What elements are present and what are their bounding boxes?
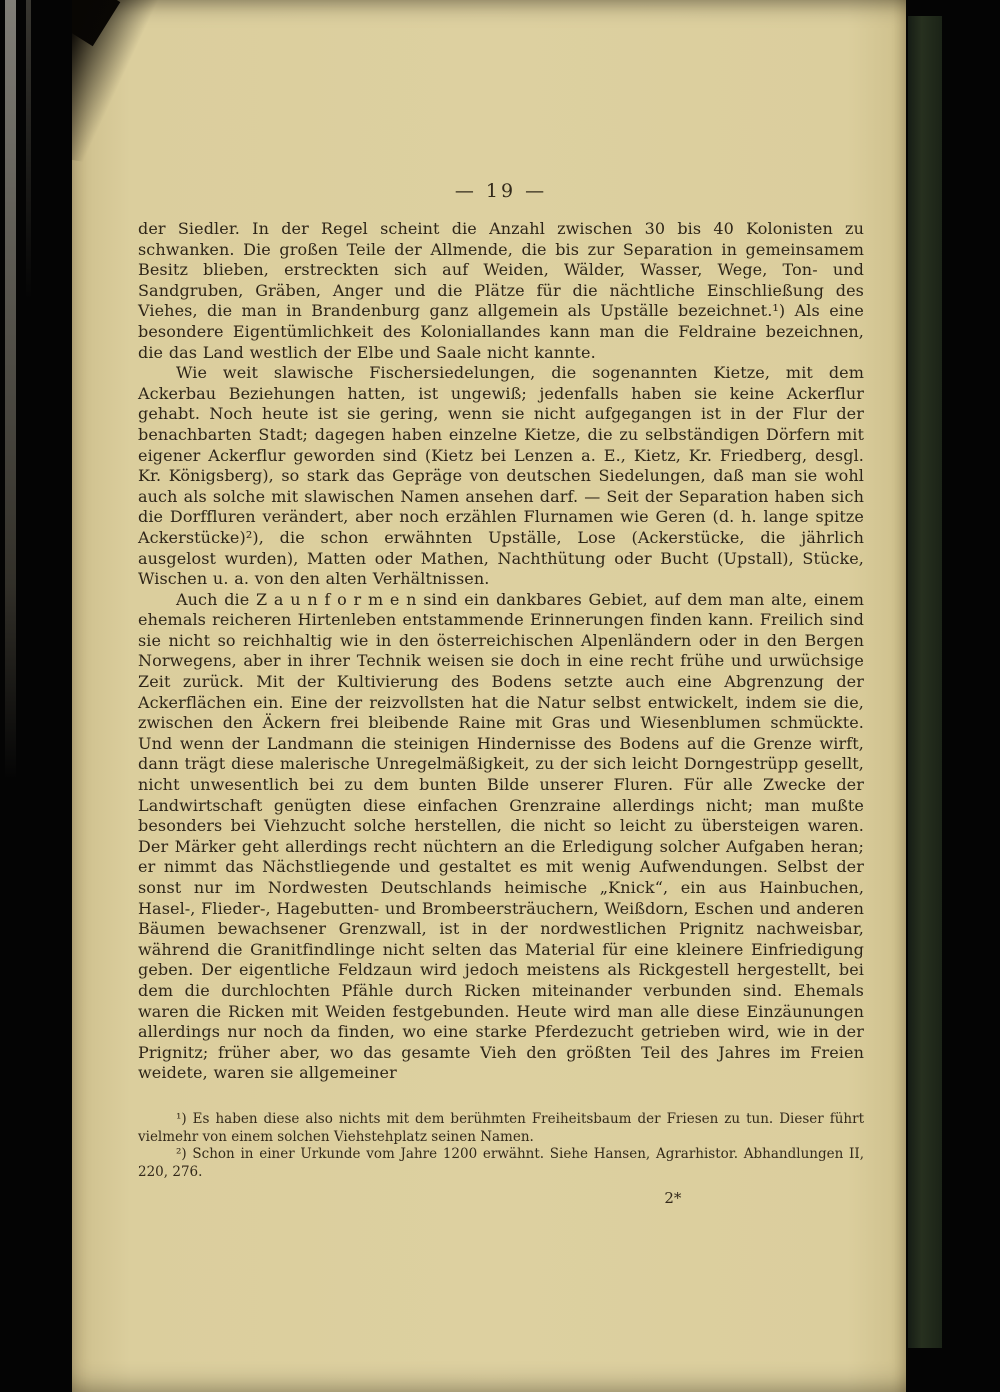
page-corner-shadow — [72, 0, 165, 170]
book-spine-shadow-secondary — [26, 0, 31, 300]
footnote-2: ²) Schon in einer Urkunde vom Jahre 1200 erwähnt. Siehe Hansen, Agrarhistor. Abhandlungen II, 220, 276. — [138, 1146, 864, 1180]
footnote-1: ¹) Es haben diese also nichts mit dem berühmten Freiheitsbaum der Friesen zu tun. Dieser führt vielmehr von einem solchen Viehstehplatz seinen Namen. — [138, 1110, 864, 1145]
book-page — [72, 0, 906, 1392]
paragraph-continuation: der Siedler. In der Regel scheint die Anzahl zwischen 30 bis 40 Kolonisten zu schwanken. Die großen Teile der Allmende, die bis zur Separation in gemeinsamem Besitz blieben, erstreckten sich auf Weiden, Wälder, Wasser, Wege, Ton- und Sandgruben, Gräben, Anger und die Plätze für die nächtliche Einschließung des Viehes, die man in Brandenburg ganz allgemein als Upställe bezeichnet.¹) Als eine besondere Eigentümlichkeit des Koloniallandes kann man die Feldraine bezeichnen, die das Land westlich der Elbe und Saale nicht kannte. — [138, 219, 864, 362]
book-spine-shadow — [5, 0, 16, 780]
paragraph-kietze: Wie weit slawische Fischersiedelungen, die sogenannten Kietze, mit dem Ackerbau Beziehungen hatten, ist ungewiß; jedenfalls haben sie keine Ackerflur gehabt. Noch heute ist sie gering, wenn sie nicht aufgegangen ist in der Flur der benachbarten Stadt; dagegen haben einzelne Kietze, die zu selbständigen Dörfern mit eigener Ackerflur geworden sind (Kietz bei Lenzen a. E., Kietz, Kr. Friedberg, desgl. Kr. Königsberg), so stark das Gepräge von deutschen Siedelungen, daß man sie wohl auch als solche mit slawischen Namen ansehen darf. — Seit der Separation haben sich die Dorffluren verändert, aber noch erzählen Flurnamen wie Geren (d. h. lange spitze Ackerstücke)²), die schon erwähnten Upställe, Lose (Ackerstücke, die jährlich ausgelost wurden), Matten oder Mathen, Nachthütung oder Bucht (Upstall), Stücke, Wischen u. a. von den alten Verhältnissen. — [138, 363, 864, 589]
paragraph-zaunformen: Auch die Z a u n f o r m e n sind ein dankbares Gebiet, auf dem man alte, einem ehemals reicheren Hirtenleben entstammende Erinnerungen finden kann. Freilich sind sie nicht so reichhaltig wie in den österreichischen Alpenländern oder in den Bergen Norwegens, aber in ihrer Technik weisen sie doch in eine recht frühe und urwüchsige Zeit zurück. Mit der Kultivierung des Bodens setzte auch eine Abgrenzung der Ackerflächen ein. Eine der reizvollsten hat die Natur selbst entwickelt, indem sie die, zwischen den Äckern frei bleibende Raine mit Gras und Wiesenblumen schmückte. Und wenn der Landmann die steinigen Hindernisse des Bodens auf die Grenze wirft, dann trägt diese malerische Unregelmäßigkeit, zu der sich leicht Dorngestrüpp gesellt, nicht unwesentlich bei zu dem bunten Bilde unserer Fluren. Für alle Zwecke der Landwirtschaft genügten diese einfachen Grenzraine allerdings nicht; man mußte besonders bei Viehzucht solche herstellen, die nicht so leicht zu übersteigen waren. Der Märker geht allerdings recht nüchtern an die Erledigung solcher Aufgaben heran; er nimmt das Nächstliegende und gestaltet es mit wenig Aufwendungen. Selbst der sonst nur im Nordwesten Deutschlands heimische „Knick“, ein aus Hainbuchen, Hasel-, Flieder-, Hagebutten- und Brombeersträuchern, Weißdorn, Eschen und anderen Bäumen bewachsener Grenzwall, ist in der nordwestlichen Prignitz nachweisbar, während die Granitfindlinge nicht selten das Material für eine kleinere Einfriedigung geben. Der eigentliche Feldzaun wird jedoch meistens als Rickgestell hergestellt, bei dem die durchlochten Pfähle durch Ricken miteinander verbunden sind. Ehemals waren die Ricken mit Weiden festgebunden. Heute wird man alle diese Einzäunungen allerdings nur noch da finden, wo eine starke Pferdezucht getrieben wird, wie in der Prignitz; früher aber, wo das gesamte Vieh den größten Teil des Jahres im Freien weidete, waren sie allgemeiner — [138, 589, 864, 1083]
footnotes-section — [138, 1111, 864, 1181]
book-cover-edge — [908, 16, 942, 1348]
page-number-header: — 19 — — [454, 180, 548, 202]
page-text-block — [138, 180, 864, 1207]
printers-signature-mark: 2* — [664, 1189, 682, 1208]
